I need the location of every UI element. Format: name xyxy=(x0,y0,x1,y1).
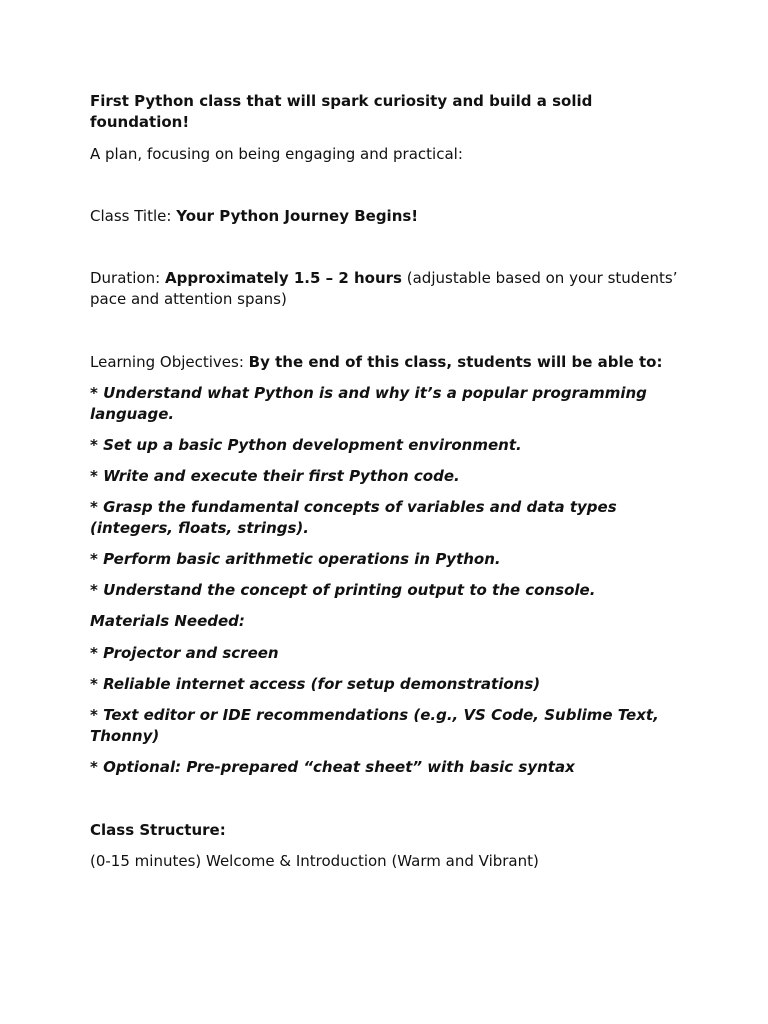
class-title-line xyxy=(90,206,680,227)
class-title-value: Your Python Journey Begins! xyxy=(176,207,419,225)
material-item: * Projector and screen xyxy=(90,644,279,662)
objectives-label: Learning Objectives: xyxy=(90,353,249,371)
objective-item: * Grasp the fundamental concepts of variables and data types (integers, floats, strings). xyxy=(90,498,617,537)
class-structure-heading: Class Structure: xyxy=(90,821,226,839)
material-item: * Optional: Pre-prepared “cheat sheet” with basic syntax xyxy=(90,758,575,776)
objective-item: * Write and execute their first Python code. xyxy=(90,467,460,485)
objective-item: * Understand the concept of printing output to the console. xyxy=(90,581,596,599)
objectives-line xyxy=(90,352,680,373)
document-heading: First Python class that will spark curiosity and build a solid foundation! xyxy=(90,92,593,131)
objective-item: * Perform basic arithmetic operations in Python. xyxy=(90,550,501,568)
objective-item: * Set up a basic Python development environment. xyxy=(90,436,522,454)
material-item: * Text editor or IDE recommendations (e.g., VS Code, Sublime Text, Thonny) xyxy=(90,706,659,745)
duration-label: Duration: xyxy=(90,269,165,287)
duration-line xyxy=(90,268,680,310)
duration-note: (adjustable based on your students’ pace and attention spans) xyxy=(90,269,678,308)
class-title-label: Class Title: xyxy=(90,207,177,225)
material-item: * Reliable internet access (for setup demonstrations) xyxy=(90,675,541,693)
intro-text: A plan, focusing on being engaging and practical: xyxy=(90,145,463,163)
objectives-lead: By the end of this class, students will be able to: xyxy=(248,353,663,371)
objective-item: * Understand what Python is and why it’s a popular programming language. xyxy=(90,384,647,423)
duration-value: Approximately 1.5 – 2 hours xyxy=(164,269,402,287)
materials-heading: Materials Needed: xyxy=(90,612,245,630)
class-structure-first-segment: (0-15 minutes) Welcome & Introduction (Warm and Vibrant) xyxy=(90,852,539,870)
